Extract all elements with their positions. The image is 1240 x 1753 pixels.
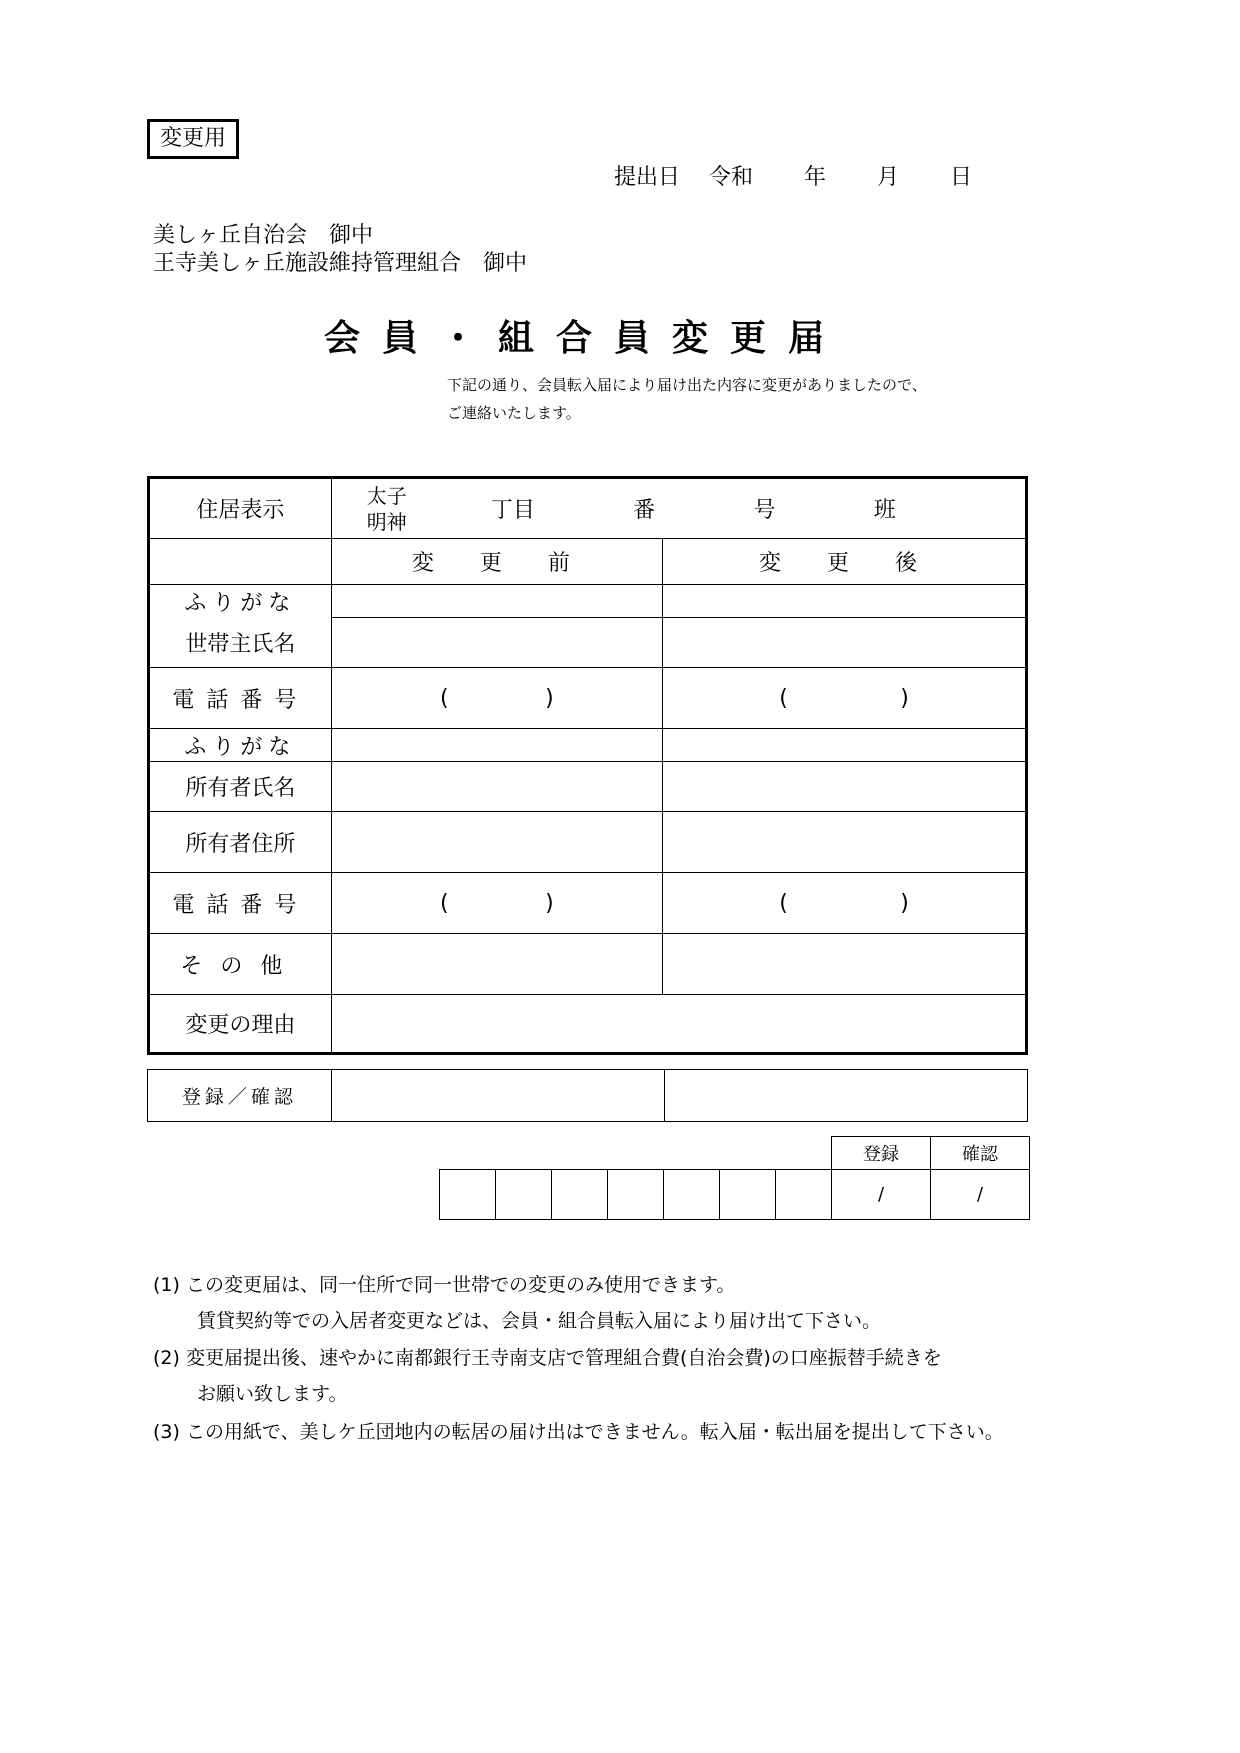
note-2: (2) 変更届提出後、速やかに南都銀行王寺南支店で管理組合費(自治会費)の口座振替手続きを xyxy=(153,1347,942,1369)
owner-name-before[interactable] xyxy=(331,762,662,812)
head-phone-row xyxy=(149,668,1027,729)
other-after[interactable] xyxy=(662,934,1026,995)
district-taishi: 太子 xyxy=(366,483,407,508)
district-myojin: 明神 xyxy=(366,509,407,534)
note-3: (3) この用紙で、美しケ丘団地内の転居の届け出はできません。転入届・転出届を提出して下さい。 xyxy=(153,1421,1004,1443)
paren-open: ( xyxy=(779,890,788,916)
furigana-label: ふりがな xyxy=(149,585,332,618)
head-name-row xyxy=(149,618,1027,668)
record-reg-label: 登録 xyxy=(832,1137,931,1170)
residence-label: 住居表示 xyxy=(149,478,332,539)
record-confirm-date[interactable]: / xyxy=(931,1170,1030,1220)
residence-field[interactable] xyxy=(331,478,1026,539)
owner-furigana-after[interactable] xyxy=(662,729,1026,762)
submission-date: 提出日 令和 年 月 日 xyxy=(614,165,972,190)
column-header-row xyxy=(149,539,1027,585)
registration-field-2[interactable] xyxy=(665,1070,1028,1122)
unit-han: 班 xyxy=(873,498,896,523)
page-title: 会員・組合員変更届 xyxy=(323,318,846,359)
owner-furigana-before[interactable] xyxy=(331,729,662,762)
record-cell[interactable] xyxy=(440,1170,496,1220)
paren-open: ( xyxy=(439,890,449,916)
record-reg-date[interactable]: / xyxy=(832,1170,931,1220)
owner-address-after[interactable] xyxy=(662,812,1026,873)
head-name-label: 世帯主氏名 xyxy=(149,618,332,668)
owner-phone-row xyxy=(149,873,1027,934)
note-1: (1) この変更届は、同一住所で同一世帯での変更のみ使用できます。 xyxy=(153,1274,736,1296)
head-furigana-row xyxy=(149,585,1027,618)
record-confirm-label: 確認 xyxy=(931,1137,1030,1170)
addressee-association: 美しヶ丘自治会 御中 xyxy=(153,223,374,248)
paren-open: ( xyxy=(439,685,449,711)
paren-close: ) xyxy=(545,890,554,916)
form-type-stamp: 変更用 xyxy=(147,119,239,159)
owner-name-after[interactable] xyxy=(662,762,1026,812)
reason-field[interactable] xyxy=(331,995,1026,1054)
owner-phone-before[interactable] xyxy=(331,873,662,934)
paren-close: ) xyxy=(900,685,909,711)
unit-chome: 丁目 xyxy=(490,498,535,523)
owner-phone-after[interactable] xyxy=(662,873,1026,934)
col-before: 変 更 前 xyxy=(331,539,662,585)
record-cell[interactable] xyxy=(608,1170,664,1220)
other-row xyxy=(149,934,1027,995)
record-spacer xyxy=(440,1137,832,1170)
owner-address-row xyxy=(149,812,1027,873)
reason-row xyxy=(149,995,1027,1054)
record-cell[interactable] xyxy=(776,1170,832,1220)
furigana-label: ふりがな xyxy=(149,729,332,762)
intro-line-2: ご連絡いたします。 xyxy=(447,404,581,422)
blank-corner xyxy=(149,539,332,585)
unit-ban: 番 xyxy=(633,498,656,523)
note-2-cont: お願い致します。 xyxy=(153,1383,348,1405)
intro-line-1: 下記の通り、会員転入届により届け出た内容に変更がありましたので、 xyxy=(447,376,927,394)
paren-open: ( xyxy=(779,685,788,711)
unit-go: 号 xyxy=(753,498,776,523)
head-name-after[interactable] xyxy=(662,618,1026,668)
record-grid xyxy=(439,1136,1030,1220)
phone-label: 電話番号 xyxy=(149,668,332,729)
head-furigana-before[interactable] xyxy=(331,585,662,618)
addressee-union: 王寺美しヶ丘施設維持管理組合 御中 xyxy=(153,251,528,276)
record-cell[interactable] xyxy=(552,1170,608,1220)
registration-field-1[interactable] xyxy=(331,1070,665,1122)
record-cell[interactable] xyxy=(496,1170,552,1220)
head-phone-before[interactable] xyxy=(331,668,662,729)
other-before[interactable] xyxy=(331,934,662,995)
head-furigana-after[interactable] xyxy=(662,585,1026,618)
col-after: 変 更 後 xyxy=(662,539,1026,585)
owner-address-before[interactable] xyxy=(331,812,662,873)
residence-row xyxy=(149,478,1027,539)
record-cell[interactable] xyxy=(720,1170,776,1220)
note-1-cont: 賃貸契約等での入居者変更などは、会員・組合員転入届により届け出て下さい。 xyxy=(153,1310,882,1332)
head-name-before[interactable] xyxy=(331,618,662,668)
head-phone-after[interactable] xyxy=(662,668,1026,729)
paren-close: ) xyxy=(900,890,909,916)
change-form-table xyxy=(147,476,1028,1055)
owner-name-row xyxy=(149,762,1027,812)
paren-close: ) xyxy=(545,685,554,711)
owner-address-label: 所有者住所 xyxy=(149,812,332,873)
registration-label: 登録／確認 xyxy=(148,1070,332,1122)
reason-label: 変更の理由 xyxy=(149,995,332,1054)
registration-table xyxy=(147,1069,1028,1122)
phone-label: 電話番号 xyxy=(149,873,332,934)
record-cell[interactable] xyxy=(664,1170,720,1220)
other-label: その他 xyxy=(149,934,332,995)
owner-name-label: 所有者氏名 xyxy=(149,762,332,812)
owner-furigana-row xyxy=(149,729,1027,762)
